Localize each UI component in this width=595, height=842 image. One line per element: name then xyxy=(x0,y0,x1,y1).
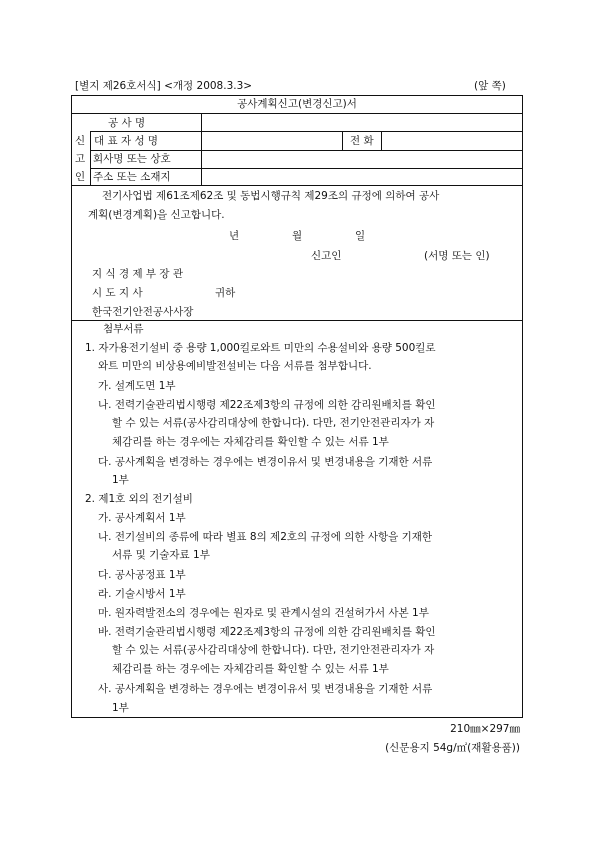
table-left-border xyxy=(71,95,72,718)
project-name-field[interactable] xyxy=(203,115,521,130)
attachment-line: 1부 xyxy=(112,702,129,714)
attachments-divider xyxy=(71,320,523,321)
attachment-line: 다. 공사공정표 1부 xyxy=(98,569,186,581)
attachment-line: 가. 공사계획서 1부 xyxy=(98,512,186,524)
applicant-side-char-2: 고 xyxy=(75,153,86,165)
recipient-ministry: 지 식 경 제 부 장 관 xyxy=(92,268,184,280)
attachment-line: 서류 및 기술자료 1부 xyxy=(112,549,210,561)
label-column-divider xyxy=(201,113,202,186)
attachment-line: 할 수 있는 서류(공사감리대상에 한합니다). 다만, 전기안전관리자가 자 xyxy=(112,644,435,656)
form-id: [별지 제26호서식] <개정 2008.3.3> xyxy=(75,80,253,92)
recipient-governor: 시 도 지 사 xyxy=(92,287,143,299)
row-divider xyxy=(90,131,523,132)
declarant-label: 신고인 xyxy=(311,250,342,262)
declaration-line-2: 계획(변경계획)을 신고합니다. xyxy=(88,209,225,221)
project-name-label: 공 사 명 xyxy=(108,117,146,129)
year-label: 년 xyxy=(229,230,240,242)
company-label: 회사명 또는 상호 xyxy=(93,153,171,165)
month-label: 월 xyxy=(292,230,303,242)
table-right-border xyxy=(522,95,523,718)
attachment-line: 다. 공사계획을 변경하는 경우에는 변경이유서 및 변경내용을 기재한 서류 xyxy=(98,456,433,468)
phone-label: 전 화 xyxy=(350,135,374,147)
attachment-line: 할 수 있는 서류(공사감리대상에 한합니다). 다만, 전기안전관리자가 자 xyxy=(112,417,435,429)
applicant-side-char-3: 인 xyxy=(75,171,86,183)
attachment-line: 체감리를 하는 경우에는 자체감리를 확인할 수 있는 서류 1부 xyxy=(112,436,389,448)
honorific-label: 귀하 xyxy=(215,287,236,299)
table-top-border xyxy=(71,95,523,96)
address-label: 주소 또는 소재지 xyxy=(93,171,171,183)
side-column-divider xyxy=(90,131,91,186)
attachment-line: 체감리를 하는 경우에는 자체감리를 확인할 수 있는 서류 1부 xyxy=(112,663,389,675)
applicant-side-char-1: 신 xyxy=(75,135,86,147)
representative-label: 대 표 자 성 명 xyxy=(94,135,159,147)
attachment-line: 나. 전력기술관리법시행령 제22조제3항의 규정에 의한 감리원배치를 확인 xyxy=(98,399,436,411)
attachment-line: 바. 전력기술관리법시행령 제22조제3항의 규정에 의한 감리원배치를 확인 xyxy=(98,626,436,638)
representative-field[interactable] xyxy=(203,133,340,149)
day-label: 일 xyxy=(355,230,366,242)
paper-size: 210㎜×297㎜ xyxy=(450,723,520,735)
phone-label-left xyxy=(342,131,343,151)
table-bottom-border xyxy=(71,717,523,718)
row-divider xyxy=(90,168,523,169)
attachment-line: 사. 공사계획을 변경하는 경우에는 변경이유서 및 변경내용을 기재한 서류 xyxy=(98,683,433,695)
section-divider xyxy=(71,185,523,186)
attachments-heading: 첨부서류 xyxy=(103,323,144,335)
attachment-line: 2. 제1호 외의 전기설비 xyxy=(85,493,193,505)
attachment-line: 1. 자가용전기설비 중 용량 1,000킬로와트 미만의 수용설비와 용량 500킬로 xyxy=(85,342,436,354)
attachment-line: 1부 xyxy=(112,474,129,486)
attachment-line: 라. 기술시방서 1부 xyxy=(98,588,186,600)
attachment-line: 가. 설계도면 1부 xyxy=(98,380,176,392)
row-divider xyxy=(90,150,523,151)
phone-field[interactable] xyxy=(383,133,521,149)
attachment-line: 와트 미만의 비상용예비발전설비는 다음 서류를 첨부합니다. xyxy=(98,360,372,372)
paper-type: (신문용지 54g/㎡(재활용품)) xyxy=(385,742,520,754)
address-field[interactable] xyxy=(203,170,521,184)
attachment-line: 나. 전기설비의 종류에 따라 별표 8의 제2호의 규정에 의한 사항을 기재한 xyxy=(98,531,433,543)
title-divider xyxy=(71,113,523,114)
sign-label: (서명 또는 인) xyxy=(424,250,490,262)
company-field[interactable] xyxy=(203,152,521,167)
phone-label-right xyxy=(381,131,382,151)
form-title: 공사계획신고(변경신고)서 xyxy=(237,98,357,110)
attachment-line: 마. 원자력발전소의 경우에는 원자로 및 관계시설의 건설허가서 사본 1부 xyxy=(98,607,429,619)
page-side-label: (앞 쪽) xyxy=(474,80,506,92)
recipient-safety-corp: 한국전기안전공사사장 xyxy=(92,306,194,318)
declaration-line-1: 전기사업법 제61조제62조 및 동법시행규칙 제29조의 규정에 의하여 공사 xyxy=(102,190,440,202)
